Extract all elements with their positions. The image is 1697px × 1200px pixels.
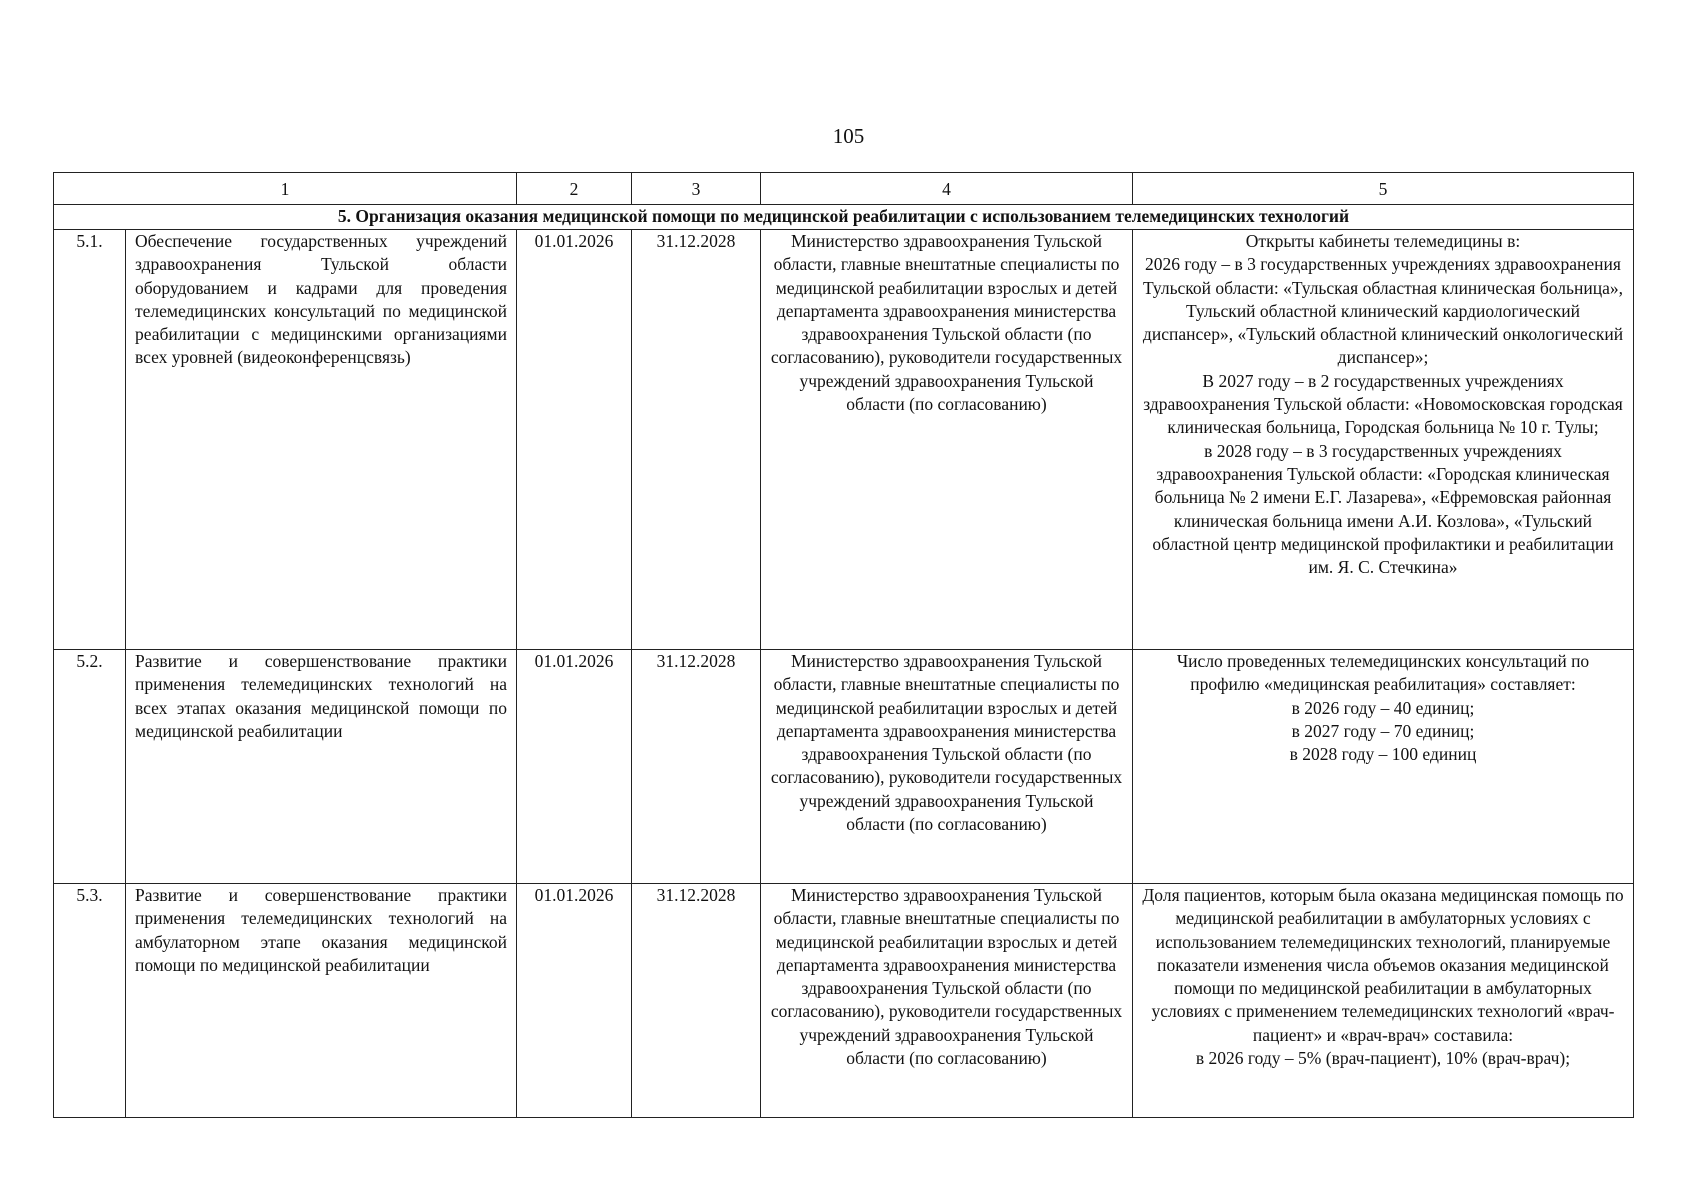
- column-number-5: 5: [1133, 173, 1634, 205]
- activities-table: [53, 172, 1634, 1118]
- column-number-4: 4: [761, 173, 1133, 205]
- row-number: 5.1.: [54, 230, 126, 650]
- page-number: 105: [832, 124, 865, 148]
- section-header-row: [54, 205, 1634, 230]
- table-row: [54, 884, 1634, 1118]
- column-number-1: 1: [54, 173, 517, 205]
- responsible-parties: Министерство здравоохранения Тульской области, главные внештатные специалисты по медицинской реабилитации взрослых и детей департамента здравоохранения министерства здравоохранения Тульской области (по согласованию), руководители государственных учреждений здравоохранения Тульской области (по согласованию): [761, 650, 1133, 884]
- result-line: Число проведенных телемедицинских консультаций по профилю «медицинская реабилитация» составляет:: [1176, 651, 1590, 695]
- result-line: в 2027 году – 70 единиц;: [1291, 720, 1475, 741]
- activity-name: Обеспечение государственных учреждений здравоохранения Тульской области оборудованием и кадрами для проведения телемедицинских консультаций по медицинской реабилитации с медицинскими организациями всех уровней (видеоконференцсвязь): [126, 230, 517, 650]
- column-number-3: 3: [632, 173, 761, 205]
- end-date: 31.12.2028: [632, 884, 761, 1118]
- responsible-parties: Министерство здравоохранения Тульской области, главные внештатные специалисты по медицинской реабилитации взрослых и детей департамента здравоохранения министерства здравоохранения Тульской области (по согласованию), руководители государственных учреждений здравоохранения Тульской области (по согласованию): [761, 230, 1133, 650]
- responsible-parties: Министерство здравоохранения Тульской области, главные внештатные специалисты по медицинской реабилитации взрослых и детей департамента здравоохранения министерства здравоохранения Тульской области (по согласованию), руководители государственных учреждений здравоохранения Тульской области (по согласованию): [761, 884, 1133, 1118]
- row-number: 5.2.: [54, 650, 126, 884]
- start-date: 01.01.2026: [517, 884, 632, 1118]
- expected-result: [1133, 230, 1634, 650]
- column-number-2: 2: [517, 173, 632, 205]
- activity-name: Развитие и совершенствование практики применения телемедицинских технологий на всех этапах оказания медицинской помощи по медицинской реабилитации: [126, 650, 517, 884]
- activity-name: Развитие и совершенствование практики применения телемедицинских технологий на амбулаторном этапе оказания медицинской помощи по медицинской реабилитации: [126, 884, 517, 1118]
- table-row: [54, 650, 1634, 884]
- result-line: 2026 году – в 3 государственных учреждениях здравоохранения Тульской области: «Тульская областная клиническая больница», Тульский областной клинический кардиологический диспансер», «Тульский областной клинический онкологический диспансер»;: [1142, 254, 1624, 368]
- end-date: 31.12.2028: [632, 230, 761, 650]
- expected-result: [1133, 884, 1634, 1118]
- section-title: 5. Организация оказания медицинской помощи по медицинской реабилитации с использованием телемедицинских технологий: [54, 205, 1634, 230]
- result-line: в 2028 году – 100 единиц: [1289, 744, 1477, 765]
- result-line: в 2026 году – 40 единиц;: [1291, 697, 1475, 718]
- result-line: в 2028 году – в 3 государственных учреждениях здравоохранения Тульской области: «Городская клиническая больница № 2 имени Е.Г. Лазарева», «Ефремовская районная клиническая больница имени А.И. Козлова», «Тульский областной центр медицинской профилактики и реабилитации им. Я. С. Стечкина»: [1152, 440, 1614, 578]
- result-line: Открыты кабинеты телемедицины в:: [1245, 231, 1521, 251]
- column-number-row: [54, 173, 1634, 205]
- table-row: [54, 230, 1634, 650]
- expected-result: [1133, 650, 1634, 884]
- result-line: Доля пациентов, которым была оказана медицинская помощь по медицинской реабилитации в амбулаторных условиях с использованием телемедицинских технологий, планируемые показатели изменения числа объемов оказания медицинской помощи по медицинской реабилитации в амбулаторных условиях с применением телемедицинских технологий «врач- пациент» и «врач-врач» составила:: [1142, 885, 1624, 1045]
- result-line: в 2026 году – 5% (врач-пациент), 10% (врач-врач);: [1195, 1048, 1571, 1069]
- start-date: 01.01.2026: [517, 230, 632, 650]
- row-number: 5.3.: [54, 884, 126, 1118]
- end-date: 31.12.2028: [632, 650, 761, 884]
- result-line: В 2027 году – в 2 государственных учреждениях здравоохранения Тульской области: «Новомосковская городская клиническая больница, Городская больница № 10 г. Тулы;: [1143, 370, 1623, 438]
- start-date: 01.01.2026: [517, 650, 632, 884]
